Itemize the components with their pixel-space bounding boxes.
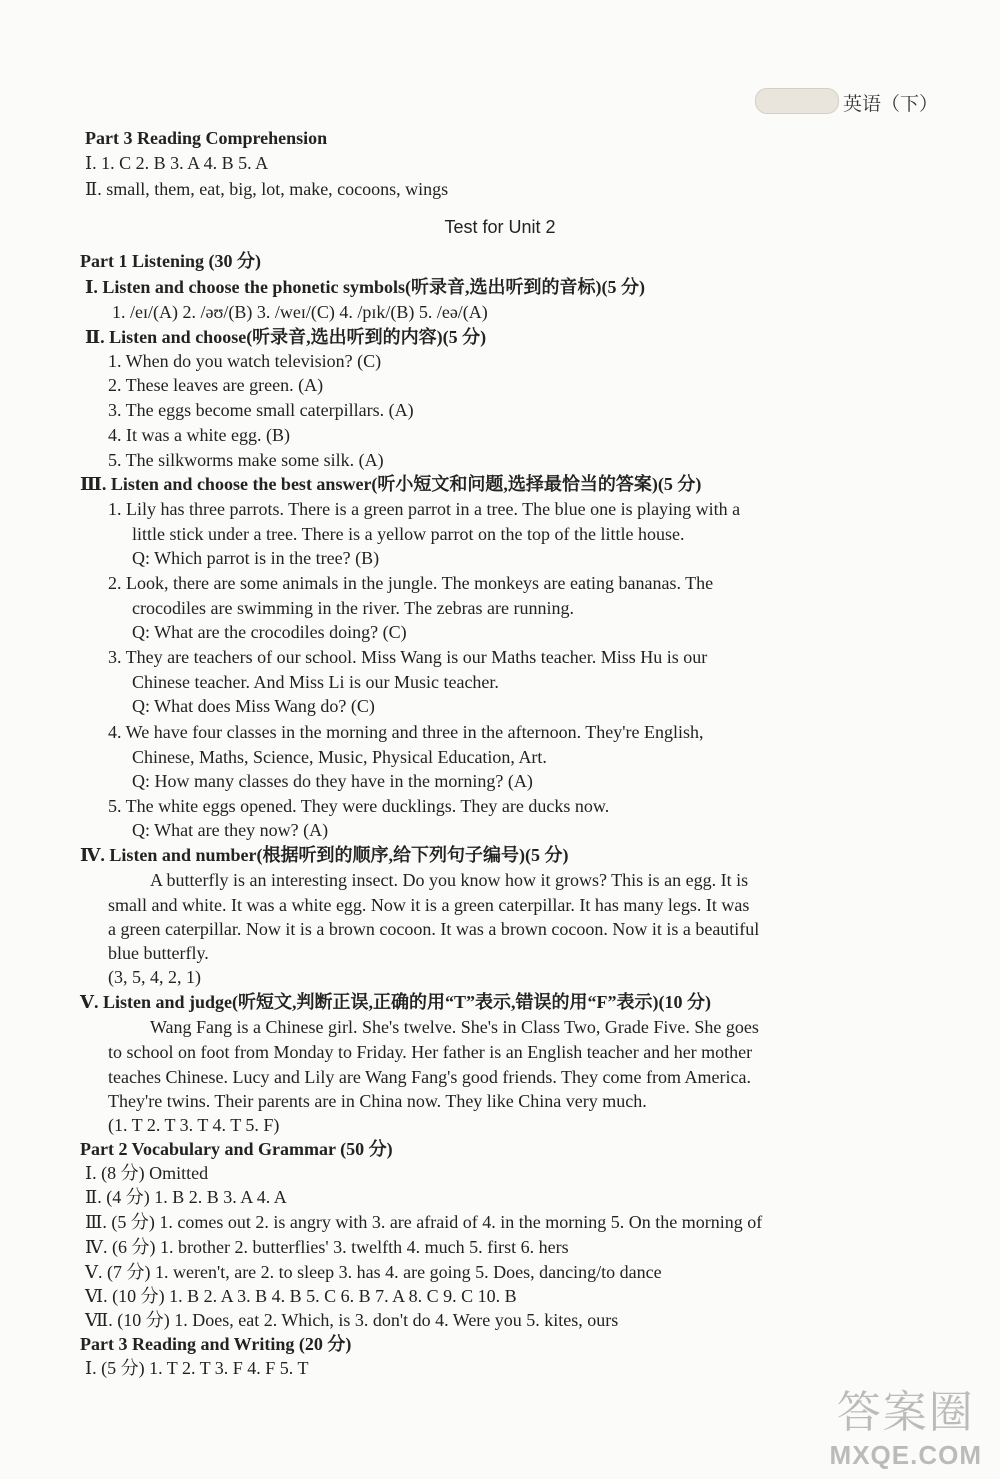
p1-s2-item: 3. The eggs become small caterpillars. (A): [108, 400, 414, 420]
p1-s3-line: 1. Lily has three parrots. There is a green parrot in a tree. The blue one is playing with a: [108, 499, 741, 519]
p1-s3-question: Q: What are the crocodiles doing? (C): [132, 622, 407, 642]
p1-s2-item: 5. The silkworms make some silk. (A): [108, 450, 384, 470]
p1-s2-item: 2. These leaves are green. (A): [108, 375, 324, 395]
p1-s4-passage-line: blue butterfly.: [108, 943, 209, 963]
series-logo: [755, 88, 839, 114]
p1-s3-line: little stick under a tree. There is a yellow parrot on the top of the little house.: [132, 524, 685, 544]
part1-title: Part 1 Listening (30 分): [80, 251, 261, 271]
p1-s5-answer: (1. T 2. T 3. T 4. T 5. F): [108, 1115, 280, 1135]
watermark: [830, 1376, 982, 1471]
p1-s3-line: Chinese, Maths, Science, Music, Physical Education, Art.: [132, 747, 547, 767]
p1-s5-heading: Ⅴ. Listen and judge(听短文,判断正误,正确的用“T”表示,错误的用“F”表示)(10 分): [80, 992, 711, 1012]
p1-s3-line: 5. The white eggs opened. They were ducklings. They are ducks now.: [108, 796, 610, 816]
p1-s3-question: Q: How many classes do they have in the morning? (A): [132, 771, 533, 791]
p1-s3-question: Q: What does Miss Wang do? (C): [132, 696, 375, 716]
p1-s3-line: crocodiles are swimming in the river. The zebras are running.: [132, 598, 575, 618]
p1-s4-passage-line: small and white. It was a white egg. Now it is a green caterpillar. It has many legs. It was: [108, 895, 750, 915]
part3-section-ii-answers: Ⅱ. small, them, eat, big, lot, make, cocoons, wings: [85, 179, 449, 199]
p1-s3-line: 4. We have four classes in the morning and three in the afternoon. They're English,: [108, 722, 704, 742]
p1-s5-passage-line: to school on foot from Monday to Friday. Her father is an English teacher and her mother: [108, 1042, 753, 1062]
p2-answer-line: Ⅰ. (8 分) Omitted: [85, 1163, 209, 1183]
page-header: [755, 88, 938, 116]
part3-writing-title: Part 3 Reading and Writing (20 分): [80, 1334, 352, 1354]
unit-title: Test for Unit 2: [444, 217, 556, 237]
header-subject: 英语（下）: [842, 94, 938, 115]
watermark-logo-text: 答案圈: [836, 1387, 975, 1438]
p1-s2-item: 4. It was a white egg. (B): [108, 425, 290, 445]
p2-answer-line: Ⅲ. (5 分) 1. comes out 2. is angry with 3. are afraid of 4. in the morning 5. On the morning of: [85, 1212, 763, 1232]
p2-answer-line: Ⅱ. (4 分) 1. B 2. B 3. A 4. A: [85, 1187, 287, 1207]
p1-s3-heading: Ⅲ. Listen and choose the best answer(听小短文和问题,选择最恰当的答案)(5 分): [80, 474, 702, 494]
p1-s4-answer: (3, 5, 4, 2, 1): [108, 967, 201, 987]
p1-s3-question: Q: Which parrot is in the tree? (B): [132, 548, 380, 568]
watermark-url: MXQE.COM: [829, 1440, 982, 1470]
p2-answer-line: Ⅶ. (10 分) 1. Does, eat 2. Which, is 3. don't do 4. Were you 5. kites, ours: [85, 1310, 619, 1330]
p1-s4-heading: Ⅳ. Listen and number(根据听到的顺序,给下列句子编号)(5 分): [80, 845, 569, 865]
part2-title: Part 2 Vocabulary and Grammar (50 分): [80, 1139, 393, 1159]
part3-reading-title: Part 3 Reading Comprehension: [85, 128, 328, 148]
p3b-section-i-answers: Ⅰ. (5 分) 1. T 2. T 3. F 4. F 5. T: [85, 1358, 309, 1378]
p1-s3-line: 2. Look, there are some animals in the jungle. The monkeys are eating bananas. The: [108, 573, 714, 593]
p2-answer-line: Ⅵ. (10 分) 1. B 2. A 3. B 4. B 5. C 6. B 7. A 8. C 9. C 10. B: [85, 1286, 517, 1306]
p1-s3-line: Chinese teacher. And Miss Li is our Music teacher.: [132, 672, 499, 692]
p1-s5-passage-line: They're twins. Their parents are in China now. They like China very much.: [108, 1091, 647, 1111]
p2-answer-line: Ⅴ. (7 分) 1. weren't, are 2. to sleep 3. has 4. are going 5. Does, dancing/to dance: [85, 1262, 662, 1282]
part3-section-i-answers: Ⅰ. 1. C 2. B 3. A 4. B 5. A: [85, 153, 269, 173]
p1-s3-line: 3. They are teachers of our school. Miss Wang is our Maths teacher. Miss Hu is our: [108, 647, 708, 667]
p1-s3-question: Q: What are they now? (A): [132, 820, 329, 840]
p1-s4-passage-line: A butterfly is an interesting insect. Do you know how it grows? This is an egg. It is: [150, 870, 749, 890]
p1-s5-passage-line: Wang Fang is a Chinese girl. She's twelve. She's in Class Two, Grade Five. She goes: [150, 1017, 759, 1037]
p1-s2-heading: Ⅱ. Listen and choose(听录音,选出听到的内容)(5 分): [85, 327, 487, 347]
p1-s4-passage-line: a green caterpillar. Now it is a brown cocoon. It was a brown cocoon. Now it is a beautiful: [108, 919, 760, 939]
p2-answer-line: Ⅳ. (6 分) 1. brother 2. butterflies' 3. twelfth 4. much 5. first 6. hers: [85, 1237, 569, 1257]
p1-s1-heading: Ⅰ. Listen and choose the phonetic symbols(听录音,选出听到的音标)(5 分): [85, 277, 645, 297]
p1-s1-answers: 1. /eɪ/(A) 2. /əʊ/(B) 3. /weɪ/(C) 4. /pɪk/(B) 5. /eə/(A): [112, 302, 488, 322]
p1-s2-item: 1. When do you watch television? (C): [108, 351, 382, 371]
p1-s5-passage-line: teaches Chinese. Lucy and Lily are Wang Fang's good friends. They come from America.: [108, 1067, 751, 1087]
